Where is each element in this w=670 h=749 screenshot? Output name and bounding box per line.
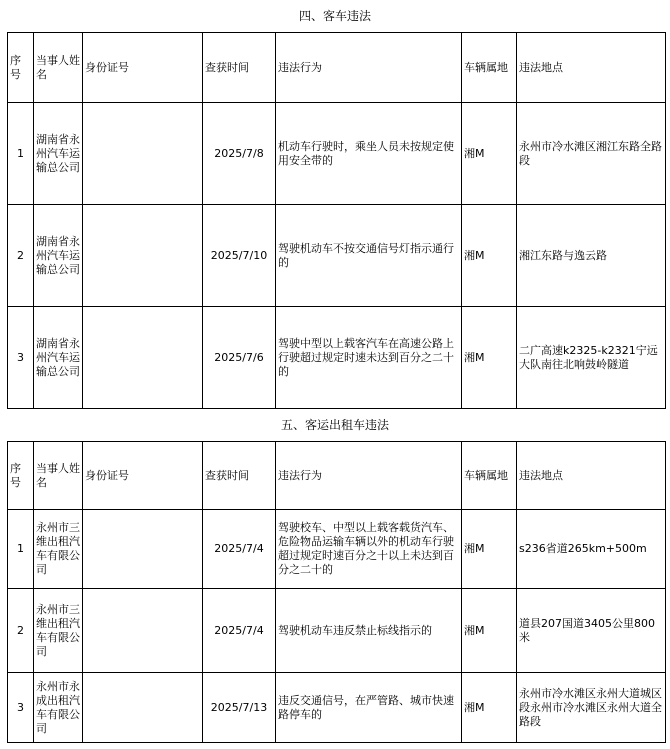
row-index: 2 [8, 205, 34, 307]
row-time: 2025/7/13 [203, 673, 276, 743]
row-region: 湘M [462, 589, 517, 673]
header-violation: 违法行为 [276, 442, 462, 510]
table-row [8, 103, 666, 205]
row-index: 3 [8, 307, 34, 409]
table-row [8, 205, 666, 307]
table-header-row [8, 33, 666, 103]
row-time: 2025/7/6 [203, 307, 276, 409]
header-time: 查获时间 [203, 442, 276, 510]
row-id-number [83, 589, 203, 673]
row-party: 湖南省永州汽车运输总公司 [34, 205, 83, 307]
header-party: 当事人姓名 [34, 442, 83, 510]
row-region: 湘M [462, 205, 517, 307]
table-row [8, 589, 666, 673]
section-title-taxi: 五、客运出租车违法 [280, 418, 389, 432]
row-party: 湖南省永州汽车运输总公司 [34, 307, 83, 409]
header-place: 违法地点 [517, 442, 666, 510]
row-violation: 违反交通信号，在严管路、城市快速路停车的 [276, 673, 462, 743]
row-violation: 机动车行驶时，乘坐人员未按规定使用安全带的 [276, 103, 462, 205]
row-violation: 驾驶机动车违反禁止标线指示的 [276, 589, 462, 673]
row-party: 永州市三维出租汽车有限公司 [34, 510, 83, 589]
row-index: 3 [8, 673, 34, 743]
header-party: 当事人姓名 [34, 33, 83, 103]
section-title-bus: 四、客车违法 [298, 9, 371, 23]
row-region: 湘M [462, 673, 517, 743]
row-index: 2 [8, 589, 34, 673]
header-region: 车辆属地 [462, 442, 517, 510]
row-place: s236省道265km+500m [517, 510, 666, 589]
header-id-number: 身份证号 [83, 33, 203, 103]
row-index: 1 [8, 510, 34, 589]
row-place: 湘江东路与逸云路 [517, 205, 666, 307]
row-party: 永州市永成出租汽车有限公司 [34, 673, 83, 743]
header-index: 序号 [8, 442, 34, 510]
row-place: 永州市冷水滩区永州大道城区段永州市冷水滩区永州大道全路段 [517, 673, 666, 743]
row-id-number [83, 673, 203, 743]
bus-violations-table [7, 32, 666, 409]
header-violation: 违法行为 [276, 33, 462, 103]
table-row [8, 673, 666, 743]
row-violation: 驾驶机动车不按交通信号灯指示通行的 [276, 205, 462, 307]
row-id-number [83, 307, 203, 409]
header-region: 车辆属地 [462, 33, 517, 103]
row-region: 湘M [462, 103, 517, 205]
table-header-row [8, 442, 666, 510]
row-time: 2025/7/4 [203, 589, 276, 673]
row-time: 2025/7/10 [203, 205, 276, 307]
row-id-number [83, 103, 203, 205]
row-id-number [83, 205, 203, 307]
header-time: 查获时间 [203, 33, 276, 103]
row-party: 永州市三维出租汽车有限公司 [34, 589, 83, 673]
row-time: 2025/7/8 [203, 103, 276, 205]
row-violation: 驾驶中型以上载客汽车在高速公路上行驶超过规定时速未达到百分之二十的 [276, 307, 462, 409]
row-place: 永州市冷水滩区湘江东路全路段 [517, 103, 666, 205]
row-place: 二广高速k2325-k2321宁远大队南往北响鼓岭隧道 [517, 307, 666, 409]
row-party: 湖南省永州汽车运输总公司 [34, 103, 83, 205]
taxi-violations-table [7, 441, 666, 743]
header-place: 违法地点 [517, 33, 666, 103]
row-violation: 驾驶校车、中型以上载客载货汽车、危险物品运输车辆以外的机动车行驶超过规定时速百分之十以上未达到百分之二十的 [276, 510, 462, 589]
table-row [8, 510, 666, 589]
row-place: 道县207国道3405公里800米 [517, 589, 666, 673]
header-index: 序号 [8, 33, 34, 103]
row-time: 2025/7/4 [203, 510, 276, 589]
row-index: 1 [8, 103, 34, 205]
table-row [8, 307, 666, 409]
header-id-number: 身份证号 [83, 442, 203, 510]
row-id-number [83, 510, 203, 589]
row-region: 湘M [462, 307, 517, 409]
row-region: 湘M [462, 510, 517, 589]
